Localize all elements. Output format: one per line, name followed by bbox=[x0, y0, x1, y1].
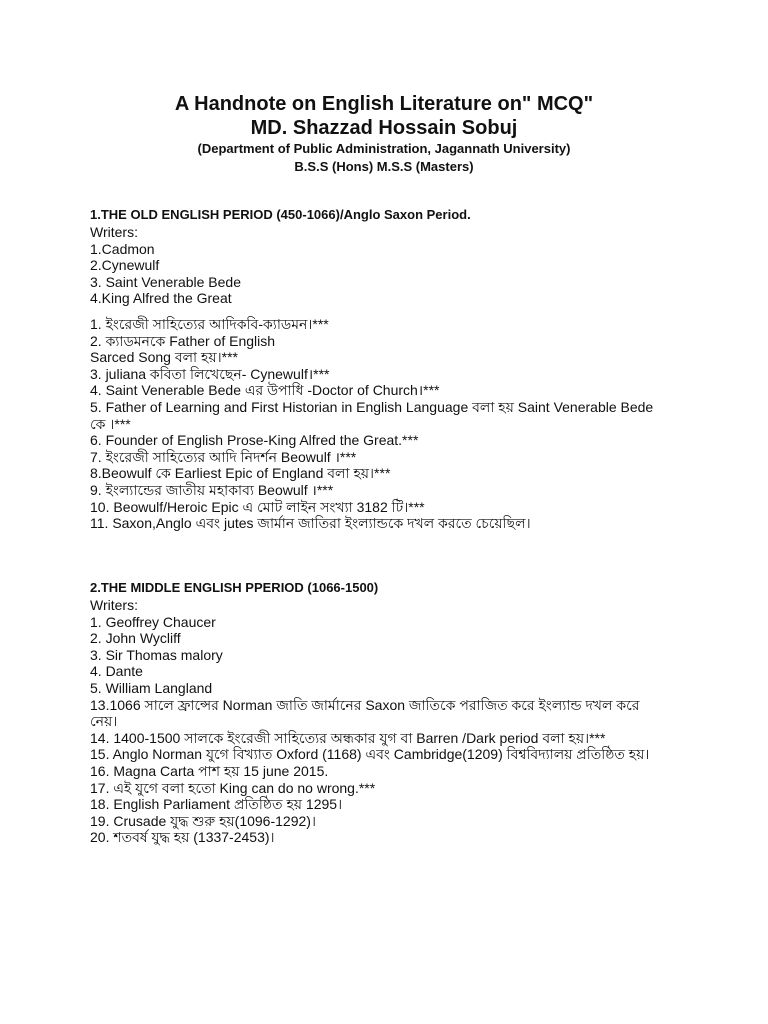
note-line: 5. Father of Learning and First Historian in English Language বলা হয় Saint Venerable Bede bbox=[90, 398, 654, 415]
note-line: 3. juliana কবিতা লিখেছেন- Cynewulf।*** bbox=[90, 365, 330, 382]
section-old-english bbox=[90, 206, 730, 532]
writer-item: 5. William Langland bbox=[90, 679, 213, 696]
writer-item: 3. Sir Thomas malory bbox=[90, 646, 223, 663]
document-title: A Handnote on English Literature on" MCQ" bbox=[174, 93, 594, 115]
note-line: 17. এই যুগে বলা হতো King can do no wrong.*** bbox=[90, 779, 376, 796]
note-line: 15. Anglo Norman যুগে বিখ্যাত Oxford (1168) এবং Cambridge(1209) বিশ্ববিদ্যালয় প্রতিষ্ঠিত হয়। bbox=[90, 746, 650, 763]
spacer bbox=[90, 307, 730, 316]
note-line: 8.Beowulf কে Earliest Epic of England বলা হয়।*** bbox=[90, 465, 391, 482]
writer-item: 1.Cadmon bbox=[90, 240, 155, 257]
writers-label: Writers: bbox=[90, 224, 138, 240]
section-heading: 1.THE OLD ENGLISH PERIOD (450-1066)/Anglo Saxon Period. bbox=[90, 207, 471, 222]
note-line: 10. Beowulf/Heroic Epic এ মোট লাইন সংখ্যা 3182 টি।*** bbox=[90, 498, 425, 515]
writer-item: 2.Cynewulf bbox=[90, 257, 160, 274]
section-heading: 2.THE MIDDLE ENGLISH PPERIOD (1066-1500) bbox=[90, 580, 379, 595]
note-line: 13.1066 সালে ফ্রান্সের Norman জাতি জার্মানের Saxon জাতিকে পরাজিত করে ইংল্যান্ড দখল করে bbox=[90, 696, 640, 713]
note-line: কে ।*** bbox=[90, 415, 131, 432]
author-department: (Department of Public Administration, Jagannath University) bbox=[197, 141, 571, 156]
note-line: 2. ক্যাডমনকে Father of English bbox=[90, 332, 276, 349]
note-line: 20. শতবর্ষ যুদ্ধ হয় (1337-2453)। bbox=[90, 829, 275, 846]
note-line: 18. English Parliament প্রতিষ্ঠিত হয় 1295। bbox=[90, 796, 343, 813]
note-line: নেয়। bbox=[90, 713, 118, 730]
note-line: 4. Saint Venerable Bede এর উপাধি -Doctor of Church।*** bbox=[90, 382, 440, 399]
writer-item: 1. Geoffrey Chaucer bbox=[90, 613, 216, 630]
note-line: 14. 1400-1500 সালকে ইংরেজী সাহিত্যের অন্ধকার যুগ বা Barren /Dark period বলা হয়।*** bbox=[90, 729, 606, 746]
note-line: 11. Saxon,Anglo এবং jutes জার্মান জাতিরা ইংল্যান্ডকে দখল করতে চেয়েছিল। bbox=[90, 515, 531, 532]
writer-item: 3. Saint Venerable Bede bbox=[90, 273, 242, 290]
writer-item: 4.King Alfred the Great bbox=[90, 290, 232, 307]
note-line: 9. ইংল্যান্ডের জাতীয় মহাকাব্য Beowulf ।*** bbox=[90, 481, 334, 498]
section-middle-english bbox=[90, 579, 730, 846]
note-line: 16. Magna Carta পাশ হয় 15 june 2015. bbox=[90, 762, 329, 779]
author-name: MD. Shazzad Hossain Sobuj bbox=[250, 117, 518, 139]
note-line: 7. ইংরেজী সাহিত্যের আদি নিদর্শন Beowulf ।*** bbox=[90, 448, 357, 465]
note-line: Sarced Song বলা হয়।*** bbox=[90, 349, 238, 366]
writer-item: 2. John Wycliff bbox=[90, 630, 181, 647]
writer-item: 4. Dante bbox=[90, 663, 143, 680]
note-line: 1. ইংরেজী সাহিত্যের আদিকবি-ক্যাডমন।*** bbox=[90, 315, 329, 332]
note-line: 6. Founder of English Prose-King Alfred the Great.*** bbox=[90, 432, 419, 449]
document-header bbox=[0, 92, 768, 176]
writers-label: Writers: bbox=[90, 597, 138, 613]
note-line: 19. Crusade যুদ্ধ শুরু হয়(1096-1292)। bbox=[90, 812, 316, 829]
author-degree: B.S.S (Hons) M.S.S (Masters) bbox=[294, 159, 474, 174]
